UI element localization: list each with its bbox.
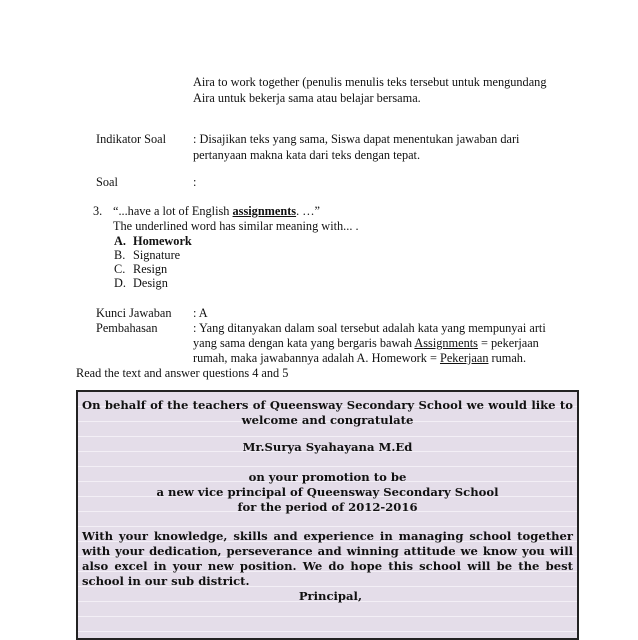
pembahasan-label: Pembahasan	[96, 321, 158, 335]
pembahasan-underlined-pekerjaan: Pekerjaan	[439, 351, 489, 365]
option-d-letter: D.	[114, 276, 126, 290]
pembahasan-line-2	[193, 336, 539, 351]
stem-after: . …”	[296, 204, 320, 218]
stem-underlined-word: assignments	[232, 204, 297, 218]
kunci-label: Kunci Jawaban	[96, 306, 172, 320]
kunci-value: : A	[193, 306, 208, 320]
pembahasan-line-3-before: rumah, maka jawabannya adalah A. Homework =	[193, 351, 440, 365]
notice-line-1: On behalf of the teachers of Queensway Secondary School we would like to	[82, 398, 573, 412]
pembahasan-line-3-after: rumah.	[488, 351, 527, 365]
pembahasan-line-2-after: = pekerjaan	[477, 336, 539, 350]
notice-promotion-line-1: on your promotion to be	[248, 470, 407, 484]
soal-value: :	[193, 175, 197, 189]
option-a-text: Homework	[133, 234, 192, 248]
notice-signoff: Principal,	[298, 589, 362, 603]
question-number: 3.	[93, 204, 103, 218]
stem-before: “...have a lot of English	[113, 204, 233, 218]
option-c-letter: C.	[114, 262, 126, 276]
notice-recipient-name: Mr.Surya Syahayana M.Ed	[242, 440, 413, 454]
pembahasan-line-2-before: yang sama dengan kata yang bergaris bawah	[193, 336, 415, 350]
question-stem	[113, 204, 320, 219]
indikator-line-1: : Disajikan teks yang sama, Siswa dapat menentukan jawaban dari	[193, 132, 520, 146]
notice-body-line-4: school in our sub district.	[82, 574, 250, 588]
notice-promotion-line-3: for the period of 2012-2016	[237, 500, 418, 514]
intro-line-2: Aira untuk bekerja sama atau belajar bersama.	[193, 91, 421, 105]
question-prompt: The underlined word has similar meaning with... .	[113, 219, 359, 233]
instruction-text: Read the text and answer questions 4 and 5	[76, 366, 289, 380]
option-c-text: Resign	[133, 262, 168, 276]
pembahasan-line-3	[193, 351, 526, 366]
notice-line-2: welcome and congratulate	[241, 413, 414, 427]
indikator-line-2: pertanyaan makna kata dari teks dengan tepat.	[193, 148, 421, 162]
option-b-text: Signature	[133, 248, 181, 262]
option-d-text: Design	[133, 276, 168, 290]
notice-promotion-line-2: a new vice principal of Queensway Secondary School	[156, 485, 499, 499]
indikator-label: Indikator Soal	[96, 132, 167, 146]
notice-body-line-1: With your knowledge, skills and experience in managing school together	[82, 529, 573, 543]
option-a-letter: A.	[114, 234, 126, 248]
pembahasan-underlined-assignments: Assignments	[414, 336, 478, 350]
pembahasan-line-1: : Yang ditanyakan dalam soal tersebut adalah kata yang mempunyai arti	[193, 321, 546, 335]
option-b-letter: B.	[114, 248, 126, 262]
intro-line-1: Aira to work together (penulis menulis teks tersebut untuk mengundang	[193, 75, 547, 89]
notice-body-line-3: also excel in your new position. We do hope this school will be the best	[82, 559, 573, 573]
soal-label: Soal	[96, 175, 118, 189]
notice-body-line-2: with your dedication, perseverance and winning attitude we know you will	[82, 544, 573, 558]
